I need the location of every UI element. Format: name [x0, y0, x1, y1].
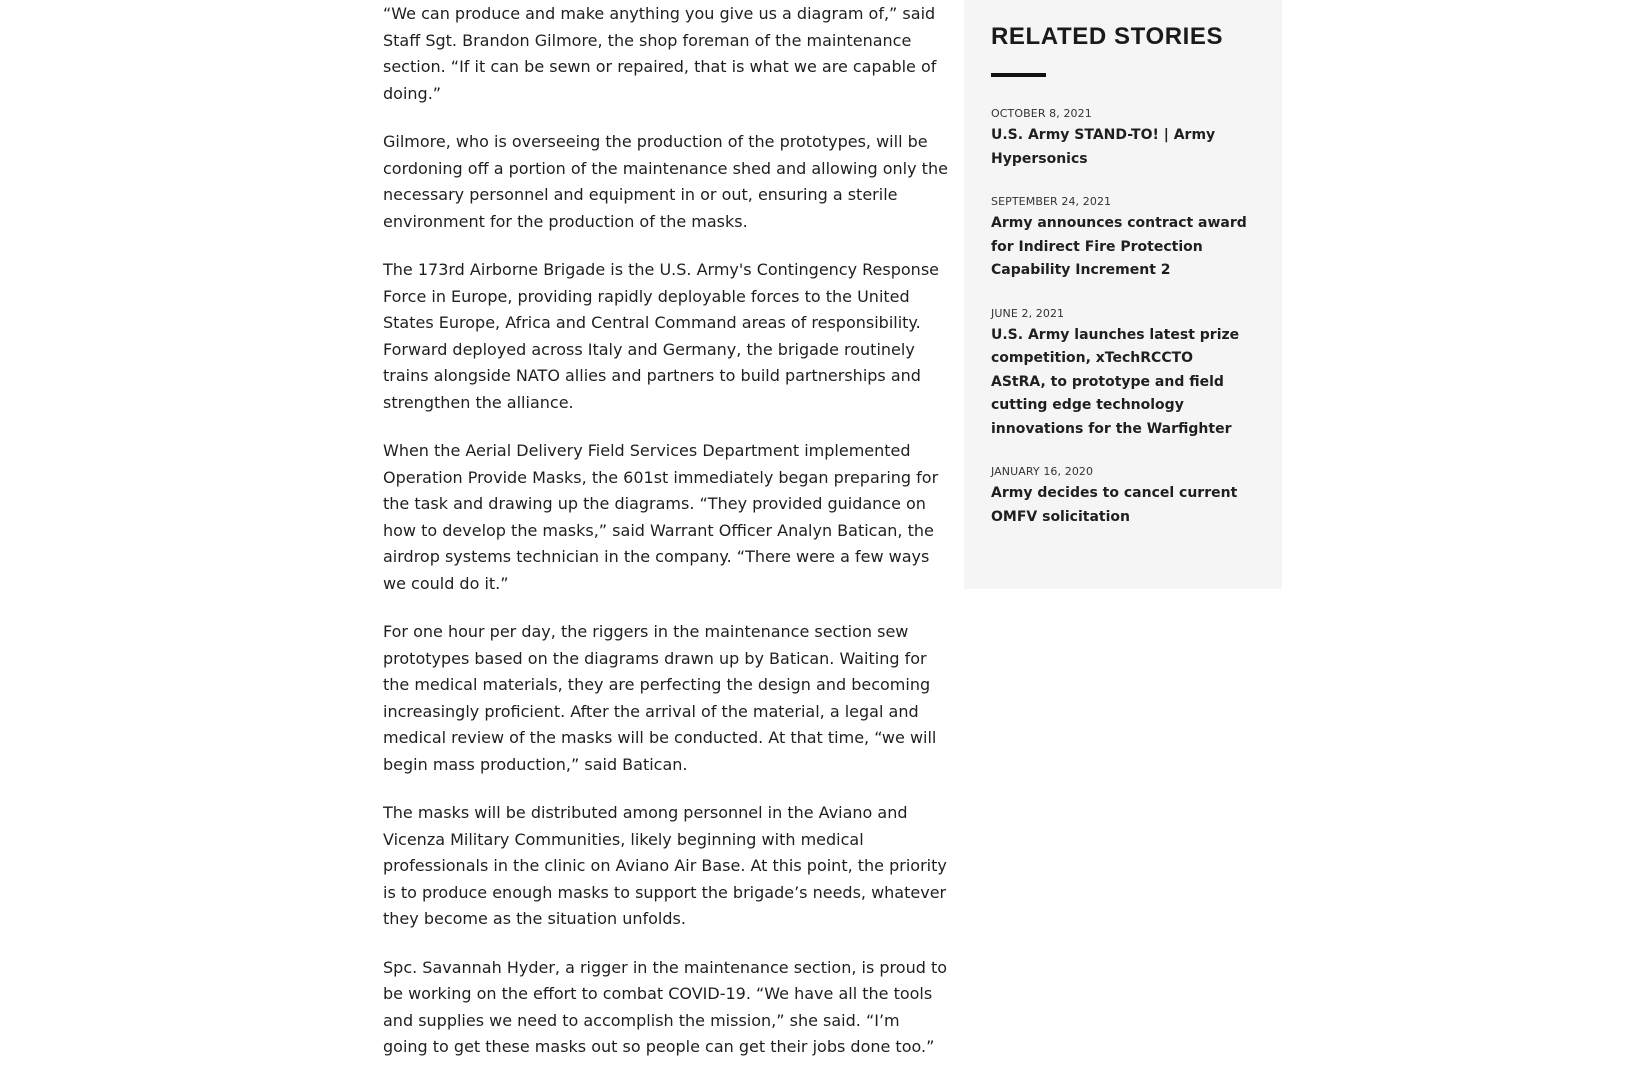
article-paragraph: The 173rd Airborne Brigade is the U.S. Army's Contingency Response Force in Europe, providing rapidly deployable forces to the United States Europe, Africa and Central Command areas of responsibility. Forward deployed across Italy and Germany, the brigade routinely trains alongside NATO allies and partners to build partnerships and strengthen the alliance.	[383, 260, 939, 412]
article-paragraph: When the Aerial Delivery Field Services Department implemented Operation Provide Masks, the 601st immediately began preparing for the task and drawing up the diagrams. “They provided guidance on how to develop the masks,” said Warrant Officer Analyn Batican, the airdrop systems technician in the company. “There were a few ways we could do it.”	[383, 441, 939, 593]
story-link[interactable]: U.S. Army launches latest prize competition, xTechRCCTO AStRA, to prototype and field cutting edge technology innovations for the Warfighter	[991, 326, 1240, 437]
article-paragraph: Spc. Savannah Hyder, a rigger in the maintenance section, is proud to be working on the effort to combat COVID-19. “We have all the tools and supplies we need to accomplish the mission,” she said. “I’m going to get these masks out so people can get their jobs done too.”	[383, 957, 948, 1056]
related-story	[991, 465, 1252, 529]
story-link[interactable]: Army announces contract award for Indirect Fire Protection Capability Increment 2	[991, 215, 1247, 278]
article-body	[383, 0, 948, 1083]
article-paragraph: The masks will be distributed among personnel in the Aviano and Vicenza Military Communities, likely beginning with medical professionals in the clinic on Aviano Air Base. At this point, the priority is to produce enough masks to support the brigade’s needs, whatever they become as the situation unfolds.	[383, 803, 947, 928]
related-story	[991, 107, 1252, 171]
story-date: JANUARY 16, 2020	[991, 465, 1094, 478]
story-date: JUNE 2, 2021	[991, 306, 1065, 320]
heading-divider	[991, 73, 1046, 77]
article-paragraph: For one hour per day, the riggers in the maintenance section sew prototypes based on the diagrams drawn up by Batican. Waiting for the medical materials, they are perfecting the design and becoming increasingly proficient. After the arrival of the material, a legal and medical review of the masks will be conducted. At that time, “we will begin mass production,” said Batican.	[383, 622, 937, 774]
story-date: SEPTEMBER 24, 2021	[991, 195, 1112, 208]
related-stories-panel	[964, 0, 1282, 589]
article-paragraph: Gilmore, who is overseeing the production of the prototypes, will be cordoning off a portion of the maintenance shed and allowing only the necessary personnel and equipment in or out, ensuring a sterile environment for the production of the masks.	[383, 132, 948, 231]
related-story	[991, 195, 1252, 283]
article-paragraph: “We can produce and make anything you give us a diagram of,” said Staff Sgt. Brandon Gilmore, the shop foreman of the maintenance section. “If it can be sewn or repaired, that is what we are capable of doing.”	[383, 4, 937, 103]
related-story	[991, 307, 1252, 442]
story-date: OCTOBER 8, 2021	[991, 107, 1092, 120]
story-link[interactable]: U.S. Army STAND-TO! | Army Hypersonics	[991, 127, 1216, 167]
story-link[interactable]: Army decides to cancel current OMFV solicitation	[991, 485, 1238, 525]
related-stories-heading: RELATED STORIES	[991, 23, 1224, 50]
